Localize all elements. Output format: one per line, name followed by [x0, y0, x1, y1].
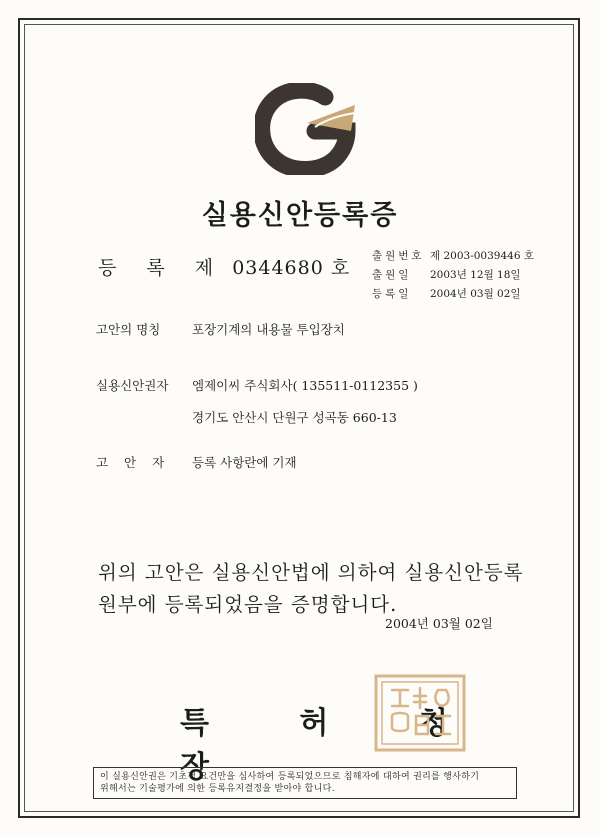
footnote-line-2: 위해서는 기술평가에 의한 등록유지결정을 받아야 합니다. — [100, 784, 335, 794]
certification-statement — [98, 557, 524, 621]
rights-holder-value: 엠제이씨 주식회사( 135511-0112355 ) — [192, 378, 418, 393]
application-no-value: 제 2003-0039446 호 — [430, 250, 534, 262]
application-date-value: 2003년 12월 18일 — [430, 269, 521, 281]
application-no-label: 출원번호 — [372, 250, 425, 262]
invention-name-label: 고안의 명칭 — [96, 322, 161, 337]
application-date-label: 출원일 — [372, 269, 412, 281]
footnote-line-1: 이 실용신안권은 기초적 요건만을 심사하여 등록되었으므로 침해자에 대하여 권리를 행사하기 — [100, 772, 480, 782]
registration-date-label: 등록일 — [372, 288, 412, 300]
registration-suffix: 호 — [330, 257, 351, 279]
issue-date: 2004년 03월 02일 — [385, 616, 493, 631]
statement-line-1: 위의 고안은 실용신안법에 의하여 실용신안등록 — [98, 561, 524, 584]
registration-number-value: 0344680 — [232, 257, 324, 279]
registration-meta — [372, 247, 534, 304]
issuer-name: 특 허 청 장 — [180, 706, 488, 785]
invention-name-value: 포장기계의 내용물 투입장치 — [192, 322, 345, 337]
inventor-label: 고 안 자 — [96, 455, 171, 470]
certificate-title: 실용신안등록증 — [201, 200, 399, 231]
kipo-emblem-logo — [255, 83, 363, 175]
inventor-value: 등록 사항란에 기재 — [192, 455, 297, 470]
registration-label: 등 록 제 — [98, 257, 226, 279]
official-seal-stamp — [372, 672, 468, 754]
holder-address-value: 경기도 안산시 단원구 성곡동 660-13 — [192, 410, 397, 425]
rights-holder-label: 실용신안권자 — [96, 378, 169, 393]
registration-number — [98, 253, 350, 280]
statement-line-2: 원부에 등록되었음을 증명합니다. — [98, 593, 398, 616]
registration-date-value: 2004년 03월 02일 — [430, 288, 521, 300]
legal-footnote — [93, 767, 517, 799]
